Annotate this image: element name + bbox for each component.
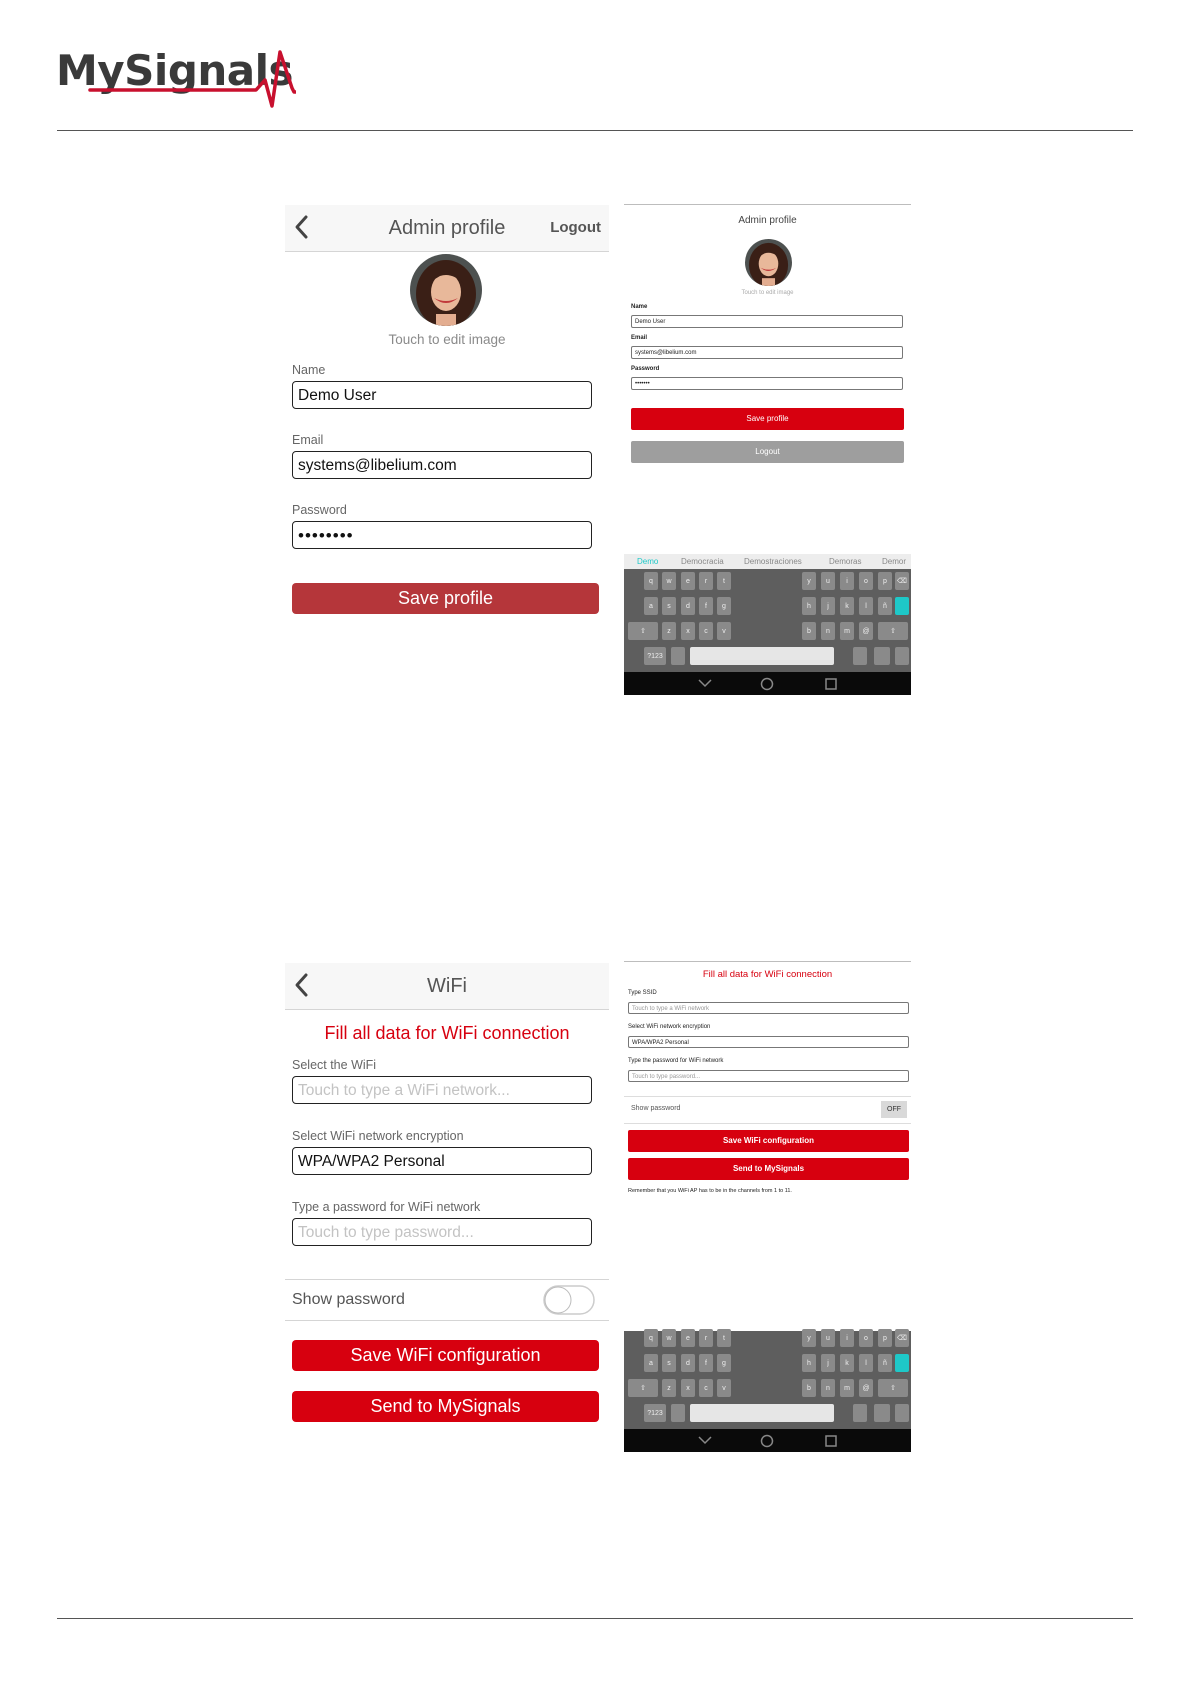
page-title: Admin profile (388, 217, 506, 239)
keyboard-key[interactable]: l (859, 1354, 873, 1372)
page-title: WiFi (427, 975, 467, 997)
keyboard-key[interactable]: m (840, 622, 854, 640)
touch-edit-image-label[interactable]: Touch to edit image (388, 332, 506, 347)
wifi-android-screen (624, 961, 911, 1332)
keyboard-key[interactable]: x (681, 622, 695, 640)
keyboard-key[interactable]: ⇧ (878, 622, 908, 640)
keyboard-key[interactable]: n (821, 622, 835, 640)
keyboard-key[interactable]: k (840, 1354, 854, 1372)
keyboard-key[interactable]: ?123 (644, 1404, 666, 1422)
suggestion-bar (624, 554, 911, 569)
keyboard-key[interactable]: q (644, 572, 658, 590)
keyboard-key[interactable]: @ (859, 622, 873, 640)
suggestion-item[interactable]: Democracia (681, 557, 724, 566)
suggestion-item[interactable]: Demoras (829, 557, 862, 566)
keyboard-key[interactable]: l (859, 597, 873, 615)
header-divider (57, 130, 1133, 131)
admin-profile-android-screen (624, 204, 911, 555)
keyboard-key[interactable]: y (802, 1329, 816, 1347)
keyboard-key[interactable]: d (681, 597, 695, 615)
keyboard-key[interactable]: c (699, 1379, 713, 1397)
footer-divider (57, 1618, 1133, 1619)
keyboard-key[interactable] (853, 647, 867, 665)
suggestion-item[interactable]: Demostraciones (744, 557, 802, 566)
password-field[interactable]: •••••••• (292, 521, 592, 549)
keyboard-key[interactable] (895, 647, 909, 665)
encryption-select[interactable]: WPA/WPA2 Personal (628, 1036, 909, 1048)
logout-button[interactable]: Logout (631, 441, 904, 463)
keyboard-key[interactable]: ⌫ (895, 572, 909, 590)
show-password-toggle[interactable] (543, 1285, 595, 1315)
keyboard-key[interactable]: s (662, 1354, 676, 1372)
keyboard-key[interactable] (690, 1404, 834, 1422)
keyboard-key[interactable] (895, 1354, 909, 1372)
keyboard-key[interactable]: m (840, 1379, 854, 1397)
wifi-heading: Fill all data for WiFi connection (702, 969, 833, 980)
keyboard-key[interactable]: a (644, 597, 658, 615)
show-password-label: Show password (292, 1291, 405, 1308)
keyboard-key[interactable] (853, 1404, 867, 1422)
name-field[interactable]: Demo User (631, 315, 903, 328)
suggestion-item[interactable]: Demor (882, 557, 907, 566)
logout-link[interactable]: Logout (550, 219, 601, 236)
password-label: Password (292, 503, 347, 517)
avatar[interactable] (745, 239, 792, 286)
android-nav-bar (624, 672, 911, 695)
wifi-heading: Fill all data for WiFi connection (324, 1023, 570, 1043)
ssid-input[interactable]: Touch to type a WiFi network (628, 1002, 909, 1014)
keyboard-key[interactable]: i (840, 572, 854, 590)
keyboard-key[interactable]: b (802, 1379, 816, 1397)
keyboard-key[interactable]: r (699, 1329, 713, 1347)
keyboard-key[interactable]: w (662, 1329, 676, 1347)
show-password-row (624, 1096, 911, 1124)
save-profile-button[interactable]: Save profile (631, 408, 904, 430)
keyboard-key[interactable]: ⇧ (628, 1379, 658, 1397)
keyboard-key[interactable]: v (717, 622, 731, 640)
keyboard-key[interactable]: i (840, 1329, 854, 1347)
keyboard-key[interactable]: f (699, 1354, 713, 1372)
keyboard-key[interactable]: ⇧ (628, 622, 658, 640)
keyboard-key[interactable] (671, 1404, 685, 1422)
keyboard-key[interactable]: g (717, 597, 731, 615)
keyboard-key[interactable]: d (681, 1354, 695, 1372)
nav-bar (285, 205, 609, 252)
wifi-password-label: Type the password for WiFi network (628, 1058, 724, 1064)
keyboard-key[interactable]: n (821, 1379, 835, 1397)
keyboard-key[interactable]: e (681, 1329, 695, 1347)
keyboard-key[interactable]: j (821, 597, 835, 615)
keyboard-key[interactable]: ⇧ (878, 1379, 908, 1397)
keyboard-key[interactable]: s (662, 597, 676, 615)
nav-bar (285, 963, 609, 1010)
keyboard-key[interactable]: c (699, 622, 713, 640)
encryption-label: Select WiFi network encryption (628, 1024, 711, 1030)
android-nav-bar (624, 1429, 911, 1452)
admin-profile-ios-screen (285, 205, 609, 625)
keyboard-key[interactable] (874, 647, 890, 665)
keyboard-key[interactable]: b (802, 622, 816, 640)
keyboard-key[interactable]: ñ (878, 1354, 892, 1372)
heartbeat-icon (56, 44, 296, 124)
keyboard-key[interactable]: h (802, 597, 816, 615)
keyboard-key[interactable] (895, 1404, 909, 1422)
keyboard-key[interactable]: a (644, 1354, 658, 1372)
email-label: Email (292, 433, 324, 447)
keyboard-key[interactable]: @ (859, 1379, 873, 1397)
avatar[interactable] (410, 254, 482, 326)
show-password-toggle[interactable]: OFF (881, 1101, 907, 1118)
email-label: Email (631, 335, 648, 341)
keyboard-key[interactable]: ?123 (644, 647, 666, 665)
keyboard-key[interactable]: q (644, 1329, 658, 1347)
keyboard-key[interactable]: v (717, 1379, 731, 1397)
wifi-ios-screen (285, 963, 609, 1433)
keyboard-key[interactable] (874, 1404, 890, 1422)
logo-text: MySignals (56, 46, 294, 95)
keyboard-key[interactable] (690, 647, 834, 665)
keyboard-key[interactable]: o (859, 1329, 873, 1347)
keyboard-key[interactable]: k (840, 597, 854, 615)
save-profile-button[interactable]: Save profile (292, 583, 599, 614)
keyboard-key[interactable]: x (681, 1379, 695, 1397)
keyboard-key[interactable]: t (717, 572, 731, 590)
user-photo-icon (410, 254, 482, 326)
ssid-label: Type SSID (628, 990, 657, 996)
show-password-row (285, 1279, 609, 1321)
keyboard-key[interactable]: u (821, 1329, 835, 1347)
onscreen-keyboard (624, 554, 911, 695)
keyboard-key[interactable]: t (717, 1329, 731, 1347)
encryption-label: Select WiFi network encryption (292, 1129, 464, 1143)
keyboard-key[interactable]: g (717, 1354, 731, 1372)
name-label: Name (292, 363, 326, 377)
email-field[interactable]: systems@libelium.com (631, 346, 903, 359)
keyboard-key[interactable]: p (878, 1329, 892, 1347)
name-field[interactable]: Demo User (292, 381, 592, 409)
keyboard-key[interactable]: ⌫ (895, 1329, 909, 1347)
keyboard-key[interactable]: z (662, 622, 676, 640)
keyboard-key[interactable]: e (681, 572, 695, 590)
channel-note: Remember that you WiFi AP has to be in the channels from 1 to 11. (628, 1188, 792, 1194)
show-password-label: Show password (631, 1105, 681, 1112)
ssid-input[interactable]: Touch to type a WiFi network... (292, 1076, 592, 1104)
save-wifi-button[interactable]: Save WiFi configuration (292, 1340, 599, 1371)
nav-buttons-icon[interactable] (624, 672, 911, 695)
keyboard-key[interactable] (671, 647, 685, 665)
keyboard-key[interactable]: u (821, 572, 835, 590)
encryption-select[interactable]: WPA/WPA2 Personal (292, 1147, 592, 1175)
ssid-label: Select the WiFi (292, 1058, 377, 1072)
suggestion-item[interactable]: Demo (637, 557, 659, 566)
password-field[interactable]: ••••••• (631, 377, 903, 390)
keyboard-key[interactable] (895, 597, 909, 615)
email-field[interactable]: systems@libelium.com (292, 451, 592, 479)
keyboard-key[interactable]: r (699, 572, 713, 590)
page-title: Admin profile (738, 215, 797, 226)
touch-edit-image-label[interactable]: Touch to edit image (741, 290, 794, 296)
keyboard-key[interactable]: p (878, 572, 892, 590)
save-wifi-button[interactable]: Save WiFi configuration (628, 1130, 909, 1152)
keyboard-key[interactable]: z (662, 1379, 676, 1397)
mysignals-logo (56, 44, 296, 124)
wifi-password-input[interactable]: Touch to type password... (292, 1218, 592, 1246)
nav-buttons-icon[interactable] (624, 1429, 911, 1452)
name-label: Name (631, 304, 648, 310)
send-to-mysignals-button[interactable]: Send to MySignals (628, 1158, 909, 1180)
onscreen-keyboard (624, 1331, 911, 1452)
password-label: Password (631, 366, 660, 372)
user-photo-icon (745, 239, 792, 286)
keyboard-key[interactable]: f (699, 597, 713, 615)
wifi-password-input[interactable]: Touch to type password... (628, 1070, 909, 1082)
wifi-password-label: Type a password for WiFi network (292, 1200, 481, 1214)
send-to-mysignals-button[interactable]: Send to MySignals (292, 1391, 599, 1422)
keyboard-key[interactable]: ñ (878, 597, 892, 615)
keyboard-key[interactable]: o (859, 572, 873, 590)
keyboard-key[interactable]: j (821, 1354, 835, 1372)
keyboard-key[interactable]: w (662, 572, 676, 590)
keyboard-key[interactable]: h (802, 1354, 816, 1372)
keyboard-key[interactable]: y (802, 572, 816, 590)
